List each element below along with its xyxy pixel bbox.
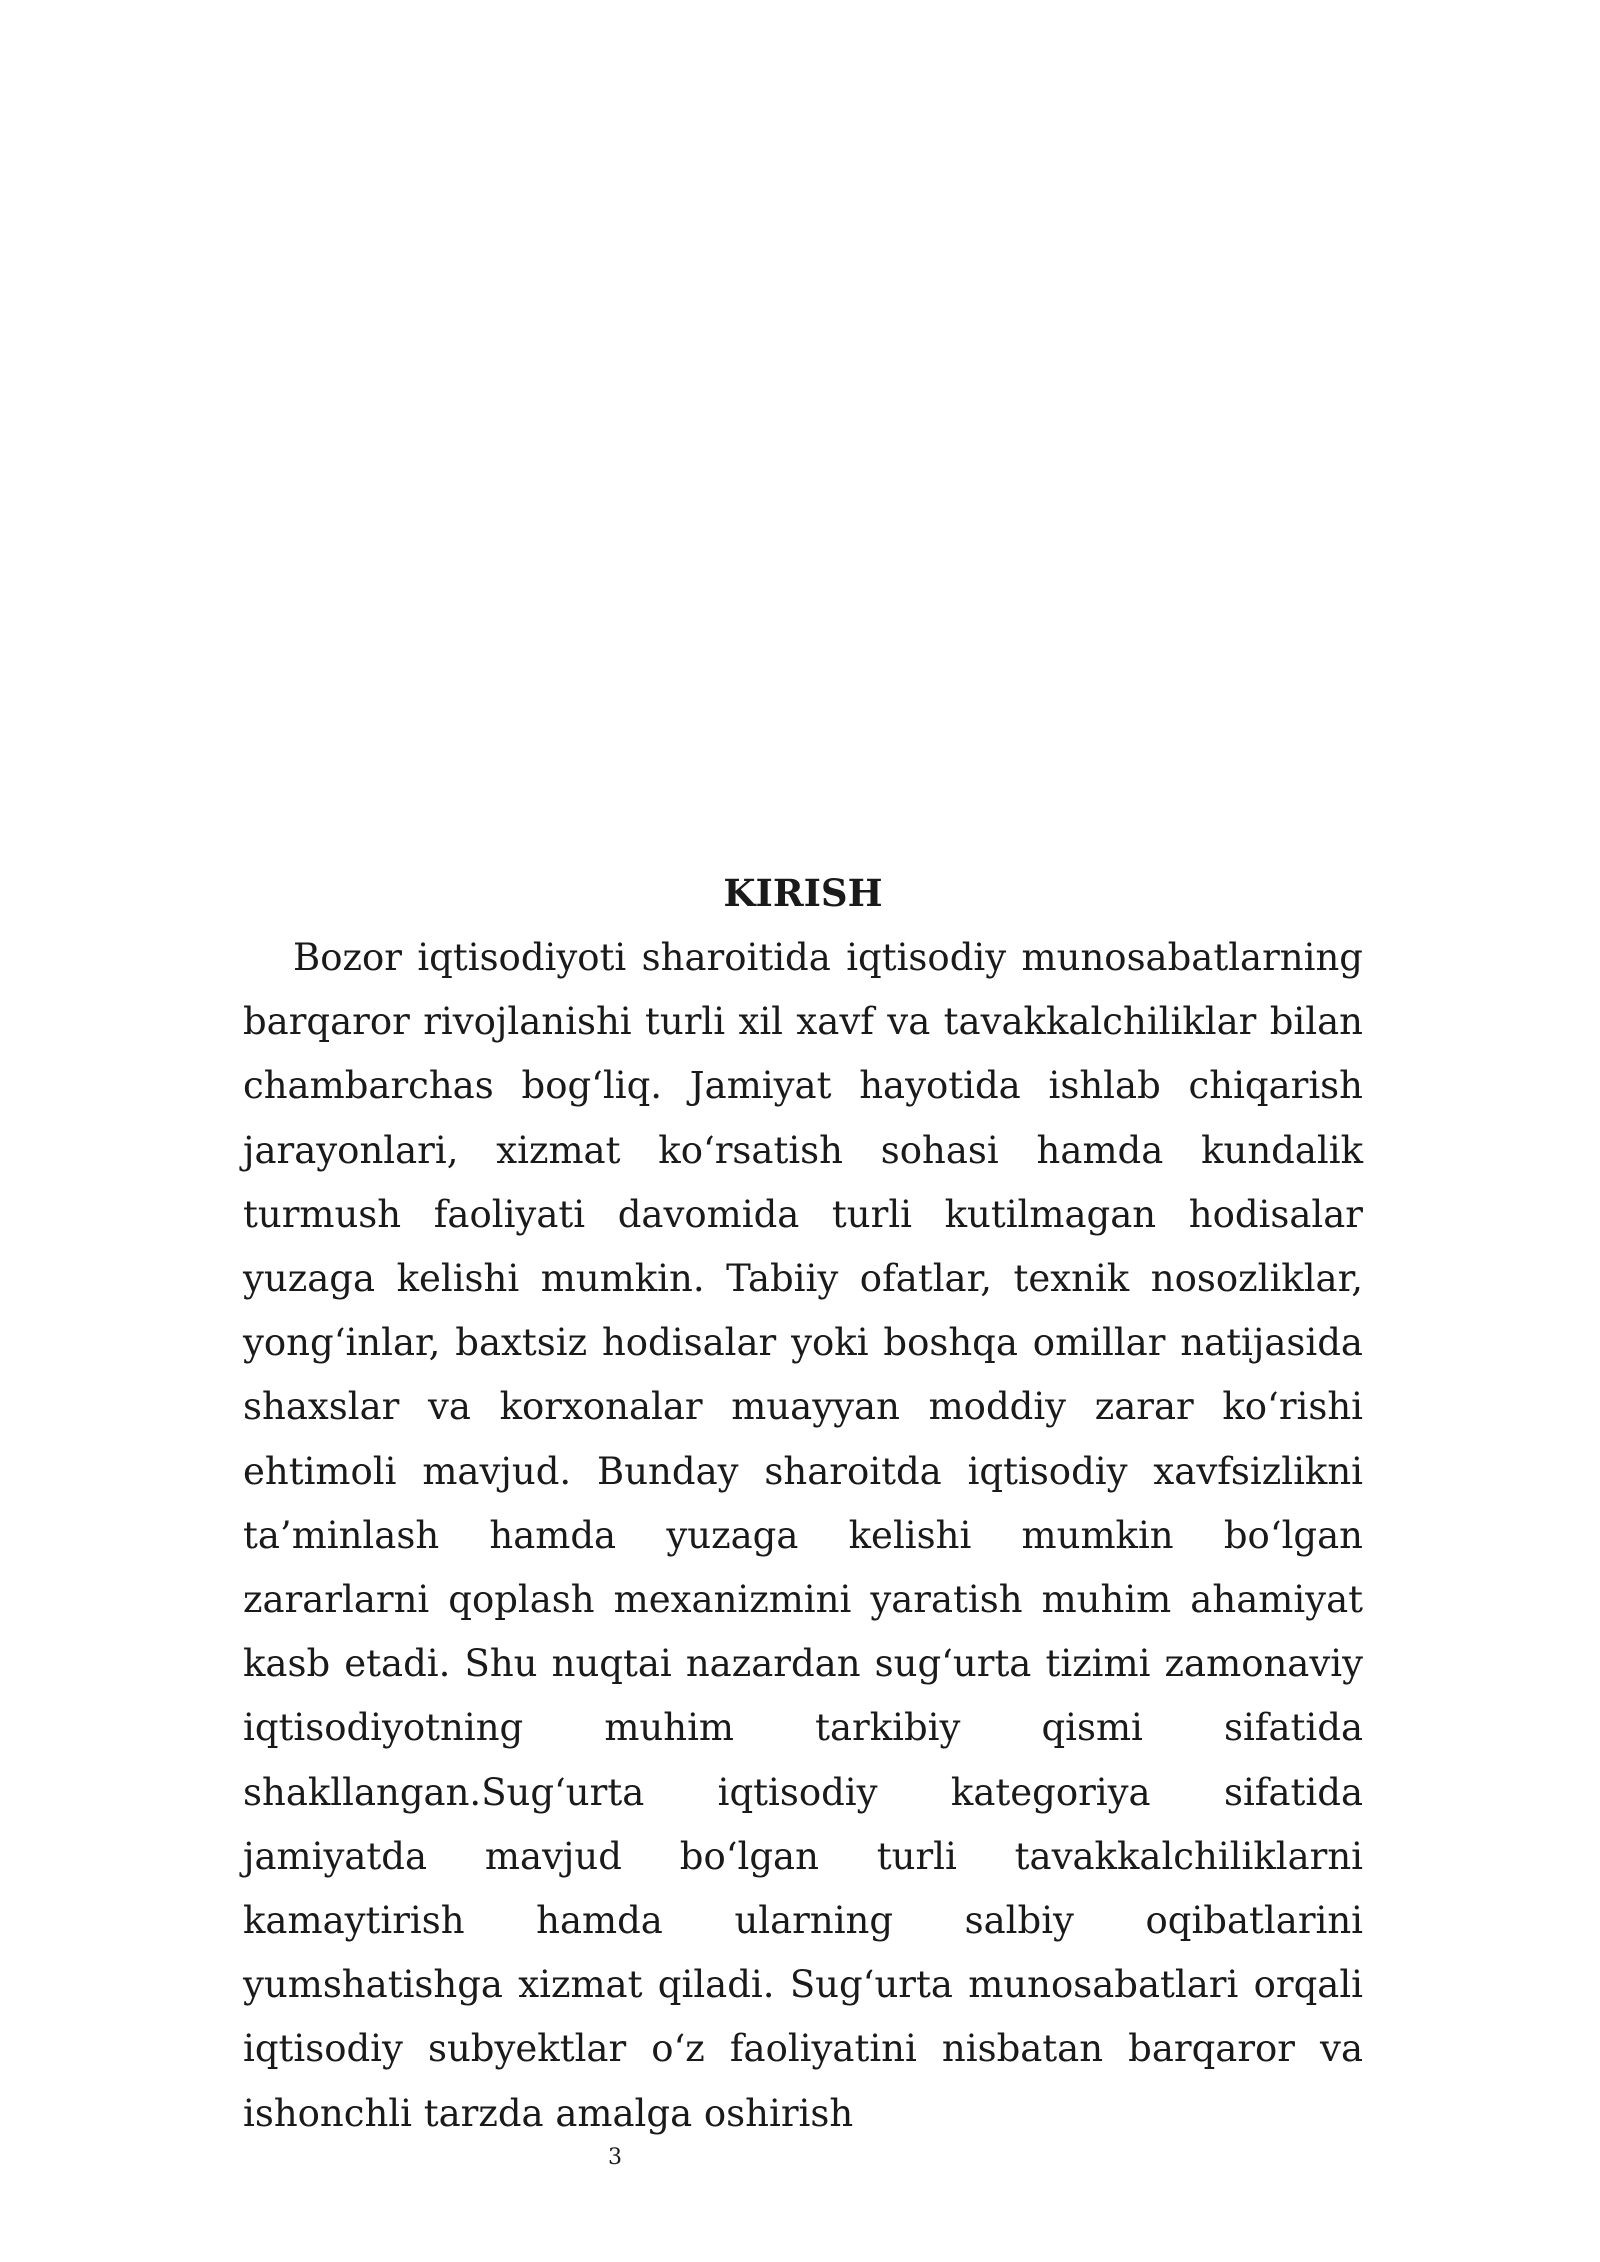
section-heading: KIRISH	[723, 871, 883, 915]
body-paragraph: Bozor iqtisodiyoti sharoitida iqtisodiy munosabatlarning barqaror rivojlanishi turli xil xavf va tavakkalchiliklar bilan chambarchas bog‘liq. Jamiyat hayotida ishlab chiqarish jarayonlari, xizmat ko‘rsatish sohasi hamda kundalik turmush faoliyati davomida turli kutilmagan hodisalar yuzaga kelishi mumkin. Tabiiy ofatlar, texnik nosozliklar, yong‘inlar, baxtsiz hodisalar yoki boshqa omillar natijasida shaxslar va korxonalar muayyan moddiy zarar ko‘rishi ehtimoli mavjud. Bunday sharoitda iqtisodiy xavfsizlikni ta’minlash hamda yuzaga kelishi mumkin bo‘lgan zararlarni qoplash mexanizmini yaratish muhim ahamiyat kasb etadi. Shu nuqtai nazardan sug‘urta tizimi zamonaviy iqtisodiyotning muhim tarkibiy qismi sifatida shakllangan.Sug‘urta iqtisodiy kategoriya sifatida jamiyatda mavjud bo‘lgan turli tavakkalchiliklarni kamaytirish hamda ularning salbiy oqibatlarini yumshatishga xizmat qiladi. Sug‘urta munosabatlari orqali iqtisodiy subyektlar o‘z faoliyatini nisbatan barqaror va ishonchli tarzda amalga oshirish	[243, 936, 1363, 2135]
page-number: 3	[608, 2145, 622, 2170]
